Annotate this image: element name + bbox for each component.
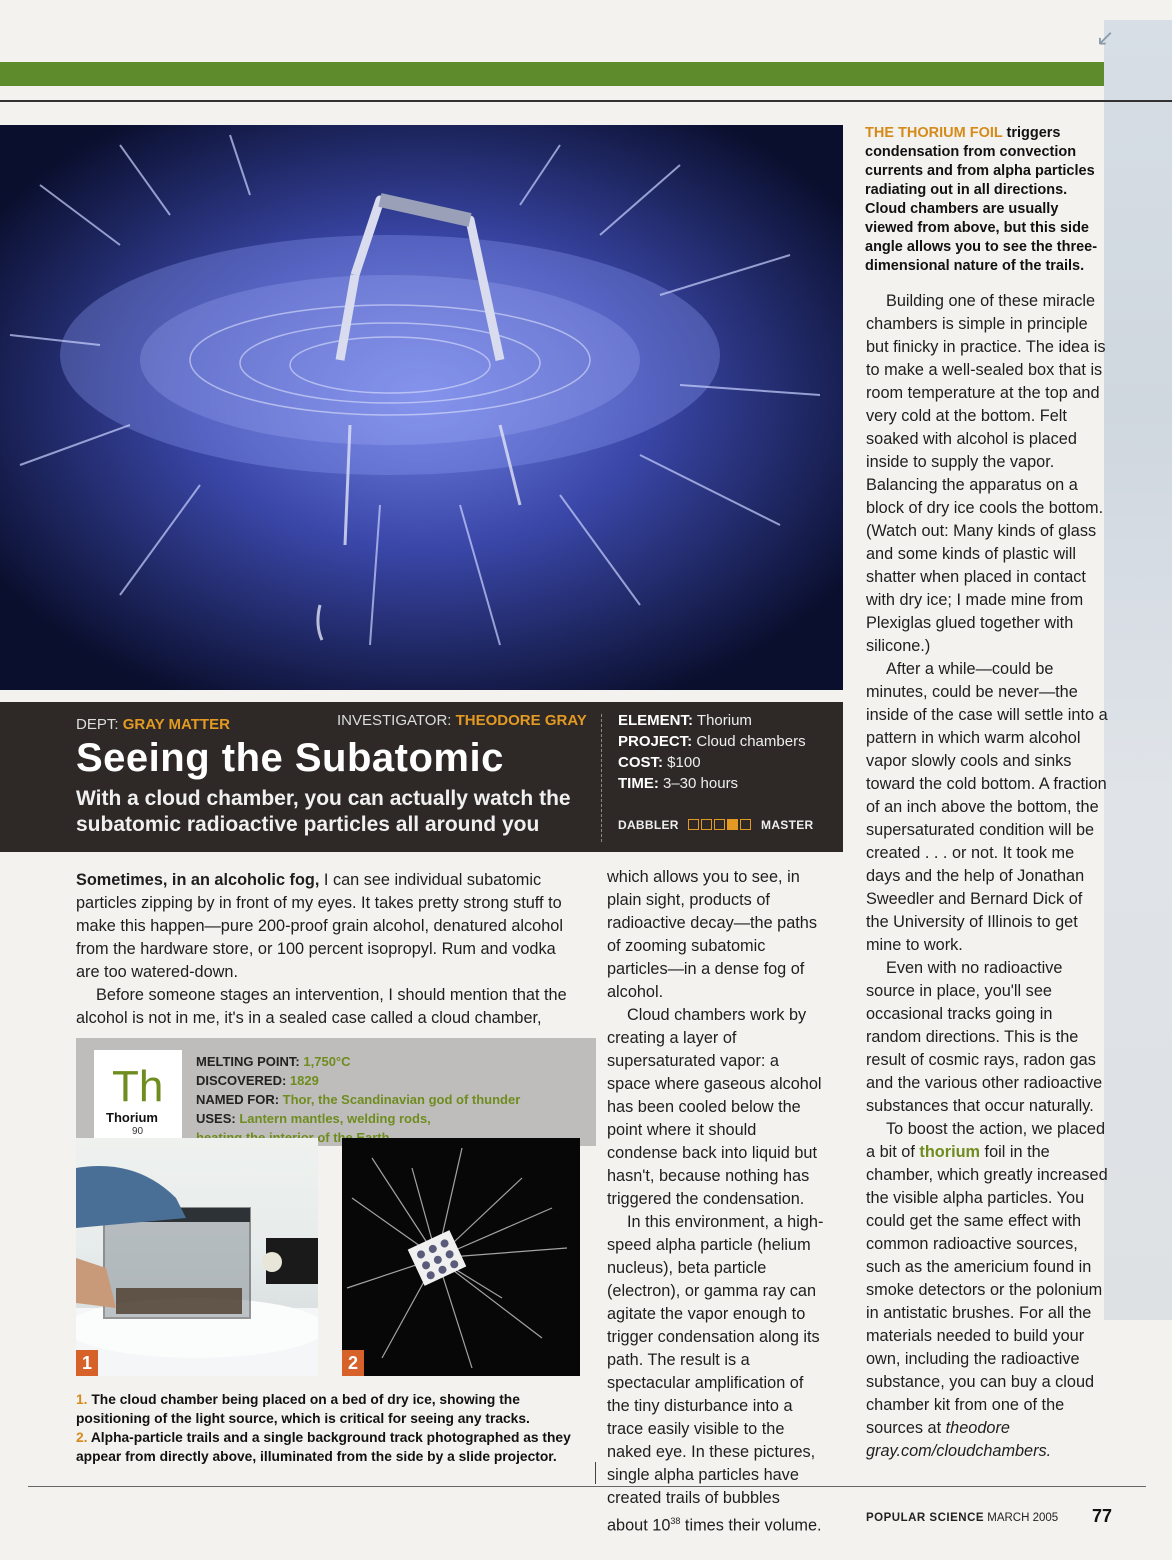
col2-paragraph-2: Cloud chambers work by creating a layer of supersaturated vapor: a space where gaseous alcohol has been cooled below the point where it should condense back into liquid but hasn't, because nothing has triggered the condensation. (607, 1006, 822, 1208)
caption-number-1: 1. (76, 1392, 88, 1407)
project-value: Cloud chambers (696, 733, 806, 750)
dry-ice-photo (76, 1138, 318, 1376)
element-facts (196, 1052, 520, 1147)
issue-date: MARCH 2005 (987, 1512, 1059, 1524)
magazine-name: POPULAR SCIENCE (866, 1512, 985, 1524)
article-banner (0, 702, 843, 852)
adjacent-page-strip (1096, 20, 1172, 1320)
time-label: TIME: (618, 775, 659, 792)
difficulty-square (688, 819, 699, 830)
page-title: Seeing the Subatomic (76, 736, 504, 780)
cloud-chamber-illustration (0, 125, 843, 690)
discovered-label: DISCOVERED: (196, 1073, 287, 1088)
alpha-trails-photo (342, 1138, 580, 1376)
article-column-1 (76, 869, 580, 1030)
photos-caption (76, 1390, 586, 1466)
source-url: theodore gray.com/cloudchambers. (866, 1419, 1052, 1460)
dept-label: DEPT: (76, 716, 119, 733)
uses-label: USES: (196, 1111, 236, 1126)
discovered-value: 1829 (289, 1073, 319, 1088)
column-tick (595, 1462, 596, 1484)
col3-paragraph-3: Even with no radioactive source in place, you'll see occasional tracks going in random directions. This is the result of cosmic rays, radon gas and the various other radioactive substances that occur naturally. (866, 959, 1103, 1115)
col1-paragraph-2: Before someone stages an intervention, I should mention that the alcohol is not in me, it's in a sealed case called a cloud chamber, (76, 986, 567, 1027)
element-fact-box (76, 1038, 596, 1146)
scale-low-label: DABBLER (618, 818, 679, 832)
element-label: ELEMENT: (618, 712, 693, 729)
named-value: Thor, the Scandinavian god of thunder (282, 1092, 521, 1107)
difficulty-square (740, 819, 751, 830)
scale-high-label: MASTER (761, 818, 814, 832)
cost-value: $100 (667, 754, 701, 771)
alpha-trails-illustration (342, 1138, 580, 1376)
thorium-highlight: thorium (919, 1143, 981, 1161)
col1-paragraph-1: I can see individual subatomic particles zipping by in front of my eyes. It takes pretty strong stuff to make this happen—pure 200-proof grain alcohol, denatured alcohol from the hardware store, or 100 percent isopropyl. Rum and vodka are too watered-down. (76, 871, 563, 981)
col3-paragraph-4 (866, 1118, 1109, 1463)
corner-arrow-icon: ↙ (1096, 26, 1115, 51)
dept-line (76, 716, 230, 733)
element-value: Thorium (696, 712, 752, 729)
col3-paragraph-4b: foil in the chamber, which greatly increased the visible alpha particles. You could get the same effect with common radioactive sources, such as the americium found in smoke detectors or the polonium in antistatic brushes. For all the materials needed to build your own, including the radioactive substance, you can buy a cloud chamber kit from one of the sources at (866, 1143, 1108, 1437)
uses-value: Lantern mantles, welding rods, of (239, 1111, 431, 1145)
difficulty-square (727, 819, 738, 830)
header-color-bar (0, 62, 1104, 86)
caption-number-2: 2. (76, 1430, 88, 1445)
element-tile (94, 1050, 182, 1140)
element-number: 90 (132, 1126, 144, 1137)
cost-label: COST: (618, 754, 663, 771)
time-value: 3–30 hours (663, 775, 739, 792)
caption-text-2: Alpha-particle trails and a single background track photographed as they appear from directly above, illuminated from the side by a slide projector. (76, 1430, 571, 1464)
melting-value: 1,750°C (303, 1054, 351, 1069)
col2-paragraph-3 (607, 1211, 825, 1537)
footer-rule (28, 1486, 1146, 1487)
page-subtitle: With a cloud chamber, you can actually watch the subatomic radioactive particles all around you (76, 787, 571, 836)
article-column-2 (607, 866, 825, 1537)
investigator-label: INVESTIGATOR: (337, 712, 452, 729)
photo-badge-1: 1 (76, 1350, 98, 1376)
col3-paragraph-1: Building one of these miracle chambers is simple in principle but finicky in practice. The idea is to make a well-sealed box that is room temperature at the top and very cold at the bottom. Felt soaked with alcohol is placed inside to supply the vapor. Balancing the apparatus on a block of dry ice cools the bottom. (Watch out: Many kinds of glass and some kinds of plastic will shatter when placed in contact with dry ice; I made mine from Plexiglas glued together with silicone.) (866, 292, 1106, 655)
caption-lead: THE THORIUM FOIL (865, 125, 1003, 141)
caption-text-1: The cloud chamber being placed on a bed of dry ice, showing the positioning of the light source, which is critical for seeing any tracks. (76, 1392, 530, 1426)
project-label: PROJECT: (618, 733, 693, 750)
col2-paragraph-1: which allows you to see, in plain sight, products of radioactive decay—the paths of zooming subatomic particles—in a dense fog of alcohol. (607, 868, 817, 1001)
article-column-3 (866, 290, 1109, 1463)
exponent: 38 (670, 1516, 681, 1526)
melting-label: MELTING POINT: (196, 1054, 300, 1069)
project-specs (618, 710, 806, 794)
element-name: Thorium (106, 1110, 158, 1125)
col2-paragraph-3b: times their volume. (680, 1516, 822, 1535)
article-lead: Sometimes, in an alcoholic fog, (76, 871, 320, 889)
difficulty-square (714, 819, 725, 830)
caption-text: triggers condensation from convection currents and from alpha particles radiating out in all directions. Cloud chambers are usually viewed from above, but this side angle allows you to see the three-dimensional nature of the trails. (865, 125, 1098, 274)
banner-divider (601, 714, 603, 842)
investigator-value: THEODORE GRAY (455, 712, 587, 729)
footer-line (866, 1512, 1058, 1524)
col3-paragraph-2: After a while—could be minutes, could be never—the inside of the case will settle into a pattern in which warm alcohol vapor slowly cools and sinks toward the cold bottom. A fraction of an inch above the bottom, the supersaturated condition will be created . . . or not. It took me days and the help of Jonathan Sweedler and Bernard Dick of the University of Illinois to get mine to work. (866, 660, 1108, 954)
col3-paragraph-4a: To boost the action, we placed a bit of (866, 1120, 1106, 1161)
difficulty-scale (618, 818, 814, 832)
photo-caption (865, 124, 1110, 276)
investigator-line (337, 712, 587, 729)
dept-value: GRAY MATTER (122, 716, 230, 733)
page-number: 77 (1092, 1506, 1113, 1526)
named-label: NAMED FOR: (196, 1092, 280, 1107)
dry-ice-illustration (76, 1138, 318, 1376)
element-symbol: Th (112, 1062, 164, 1111)
header-rule (0, 100, 1172, 102)
col2-paragraph-3a: In this environment, a high-speed alpha particle (helium nucleus), beta particle (electron), or gamma ray can agitate the vapor enough to trigger condensation along its path. The result is a spectacular amplification of the tiny disturbance into a trace easily visible to the naked eye. In these pictures, single alpha particles have created trails of bubbles about 10 (607, 1213, 824, 1535)
photo-badge-2: 2 (342, 1350, 364, 1376)
difficulty-squares (686, 818, 751, 832)
cloud-chamber-photo (0, 125, 843, 690)
difficulty-square (701, 819, 712, 830)
